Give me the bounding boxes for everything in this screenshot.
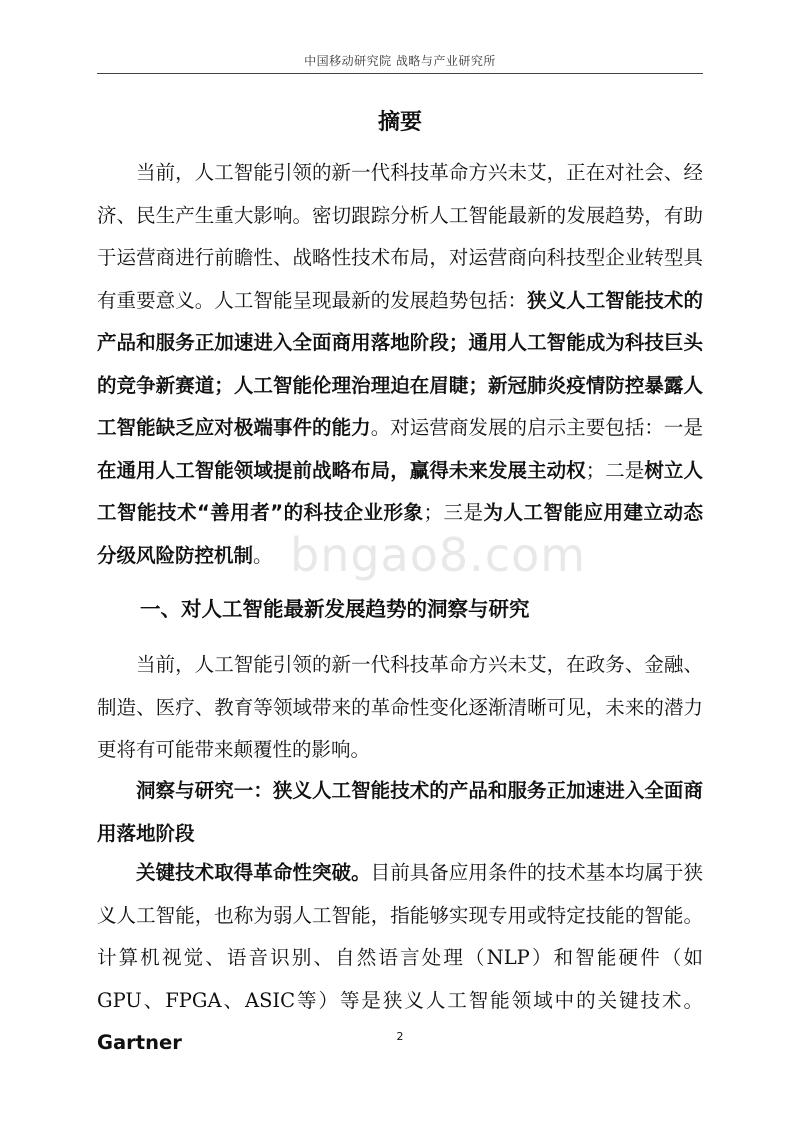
section-intro-text: 当前，人工智能引领的新一代科技革命方兴未艾，在政务、金融、制造、医疗、教育等领域带来的革命性变化逐渐清晰可见，未来的潜力更将有可能带来颠覆性的影响。 [97,653,703,761]
abstract-run: 当前，人工智能引领的新一代科技革命方兴未艾，正在对社会、经济、民生产生重大影响。密切跟踪分析人工智能最新的发展趋势，有助于运营商进行前瞻性、战略性技术布局，对运营商向科技型企业转型具有重要意义。人工智能呈现最新的发展趋势包括： [97,161,703,312]
insight-heading: 洞察与研究一：狭义人工智能技术的产品和服务正加速进入全面商用落地阶段 [97,779,703,845]
abstract-run: 。 [253,543,273,567]
key-tech-body: 目前具备应用条件的技术基本均属于狭义人工智能，也称为弱人工智能，指能够实现专用或特定技能的智能。计算机视觉、语音识别、自然语言处理（NLP）和智能硬件（如GPU、FPGA、ASIC等）等是狭义人工智能领域中的关键技术。 [97,861,703,1012]
abstract-run-bold: 在通用人工智能领域提前战略布局，赢得未来发展主动权 [97,458,586,482]
abstract-run: 。对运营商发展的启示主要包括：一是 [370,416,703,439]
header-rule [97,73,703,74]
watermark: bngao8.com [290,528,587,582]
abstract-run: ；三是 [423,501,484,524]
section-intro-paragraph [97,644,703,772]
page-header: 中国移动研究院 战略与产业研究所 [304,54,496,68]
abstract-run: ；二是 [585,458,645,482]
key-tech-lead: 关键技术取得革命性突破。 [136,861,371,884]
section-heading: 一、对人工智能最新发展趋势的洞察与研究 [140,597,530,621]
abstract-run-bold: 树立人工智能技术“善用者”的科技企业形象 [97,458,703,524]
abstract-title: 摘要 [377,110,422,135]
abstract-run-bold: 狭义人工智能技术的产品和服务正加速进入全面商用落地阶段；通用人工智能成为科技巨头的竞争新赛道；人工智能伦理治理迫在眉睫；新冠肺炎疫情防控暴露人工智能缺乏应对极端事件的能力 [97,288,703,439]
insight-heading-paragraph [97,770,703,855]
abstract-run-bold: 为人工智能应用建立动态分级风险防控机制 [97,501,703,567]
page-number: 2 [396,1030,404,1043]
key-tech-tail: Gartner [97,1031,182,1054]
abstract-paragraph [97,152,703,577]
